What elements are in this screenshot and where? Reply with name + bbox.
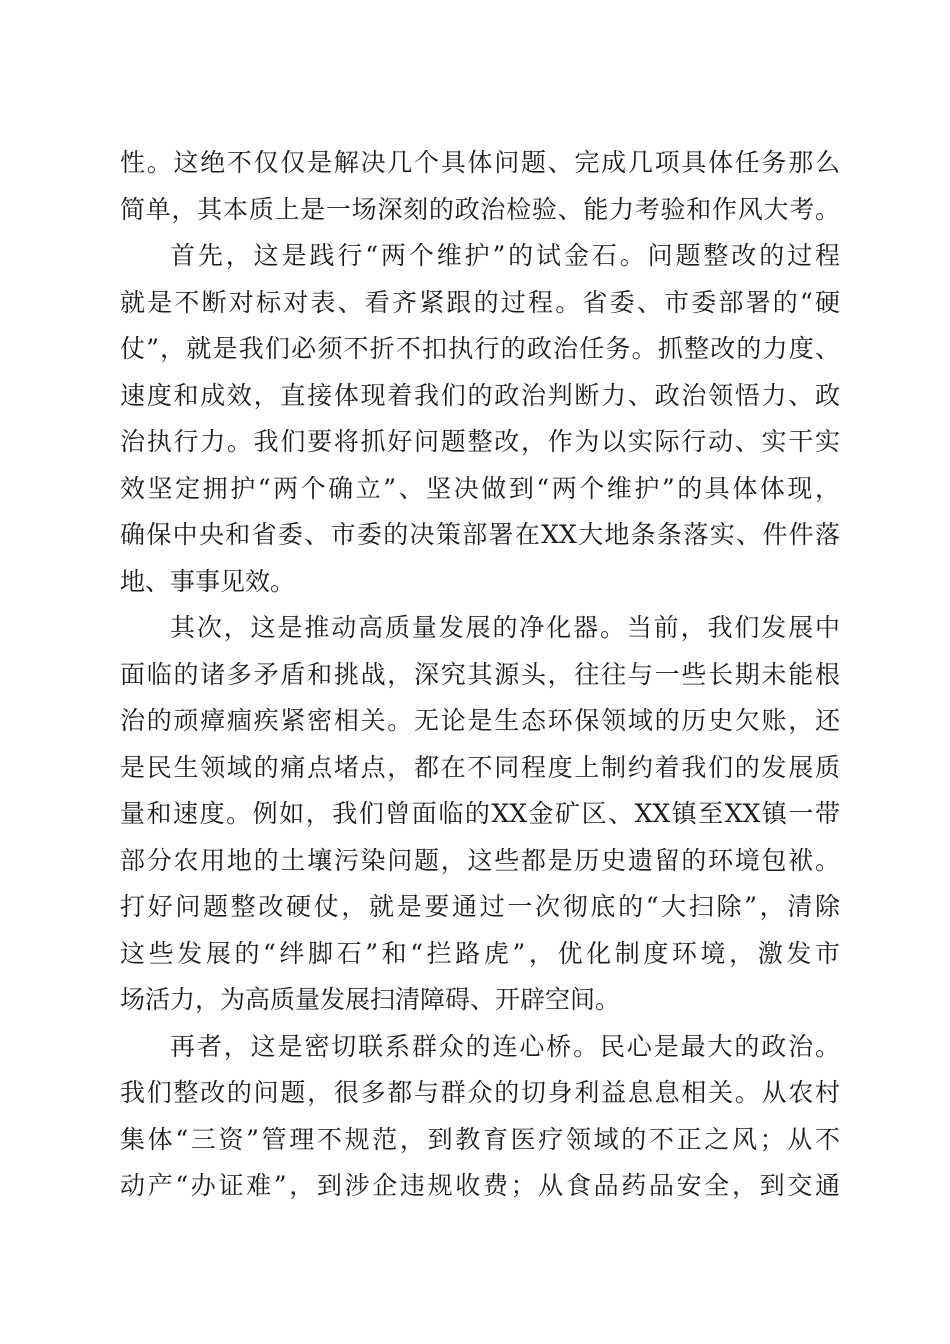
text-line: 性。这绝不仅仅是解决几个具体问题、完成几项具体任务那么	[120, 148, 840, 177]
text-line: 速度和成效，直接体现着我们的政治判断力、政治领悟力、政	[120, 380, 840, 410]
text-line: 简单，其本质上是一场深刻的政治检验、能力考验和作风大考。	[120, 194, 840, 224]
body-text	[120, 140, 840, 1210]
text-line: 面临的诸多矛盾和挑战，深究其源头，往往与一些长期未能根	[120, 659, 840, 689]
text-line: 动产“办证难”，到涉企违规收费；从食品药品安全，到交通	[120, 1171, 840, 1200]
paragraph-first-line: 首先，这是践行“两个维护”的试金石。问题整改的过程	[170, 241, 840, 270]
paragraph-first-line: 再者，这是密切联系群众的连心桥。民心是最大的政治。	[170, 1031, 840, 1061]
text-line: 打好问题整改硬仗，就是要通过一次彻底的“大扫除”，清除	[120, 892, 840, 921]
text-line: 仗”，就是我们必须不折不扣执行的政治任务。抓整改的力度、	[120, 334, 840, 363]
text-line: 量和速度。例如，我们曾面临的XX金矿区、XX镇至XX镇一带	[120, 799, 840, 828]
paragraph-first-line: 其次，这是推动高质量发展的净化器。当前，我们发展中	[170, 613, 840, 642]
text-line: 效坚定拥护“两个确立”、坚决做到“两个维护”的具体体现，	[120, 473, 840, 503]
text-line: 是民生领域的痛点堵点，都在不同程度上制约着我们的发展质	[120, 752, 840, 782]
text-line: 这些发展的“绊脚石”和“拦路虎”，优化制度环境，激发市	[120, 938, 840, 968]
text-line: 集体“三资”管理不规范，到教育医疗领域的不正之风；从不	[120, 1124, 840, 1154]
paragraph-last-line: 场活力，为高质量发展扫清障碍、开辟空间。	[120, 985, 621, 1014]
text-line: 就是不断对标对表、看齐紧跟的过程。省委、市委部署的“硬	[120, 287, 840, 317]
text-line: 治的顽瘴痼疾紧密相关。无论是生态环保领域的历史欠账，还	[120, 706, 840, 735]
paragraph-last-line: 地、事事见效。	[120, 566, 296, 596]
text-line: 治执行力。我们要将抓好问题整改，作为以实际行动、实干实	[120, 427, 840, 456]
text-line: 部分农用地的土壤污染问题，这些都是历史遗留的环境包袱。	[120, 845, 840, 875]
text-line: 确保中央和省委、市委的决策部署在XX大地条条落实、件件落	[120, 520, 840, 549]
text-line: 我们整改的问题，很多都与群众的切身利益息息相关。从农村	[120, 1078, 840, 1107]
